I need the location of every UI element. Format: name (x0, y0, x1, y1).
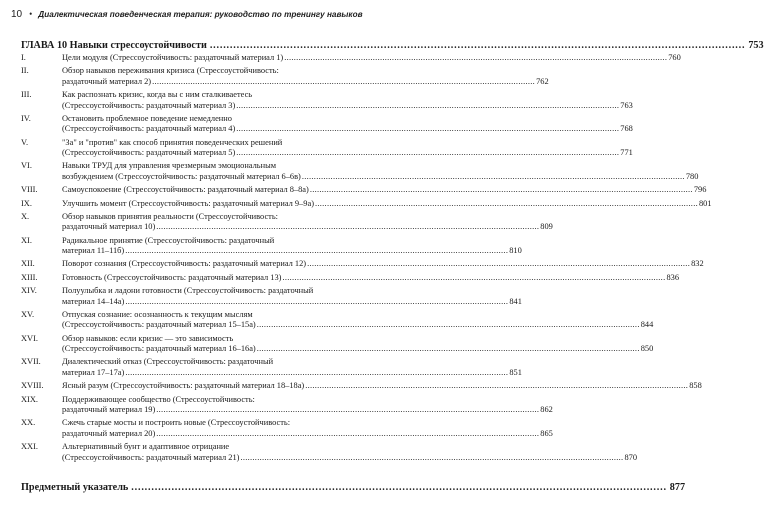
toc-entry-text: Диалектический отказ (Стрессоустойчивость: раздаточный (62, 357, 274, 367)
toc-entry-line (62, 395, 374, 406)
dot-leader: ................................................................................................................................................................ (301, 171, 685, 181)
page-number: 10 (11, 9, 23, 20)
index-title: Предметный указатель (21, 482, 129, 493)
toc-entry-text: Цели модуля (Стрессоустойчивость: раздаточный материал 1) (62, 53, 284, 62)
toc-entry-line (62, 66, 374, 77)
toc-entry-line (62, 76, 549, 88)
toc-entry-page: 858 (689, 381, 702, 391)
toc-entry-line (62, 185, 707, 196)
dot-leader: ................................................................................................................................................................ (125, 367, 509, 377)
toc-entry-text: Ясный разум (Стрессоустойчивость: раздаточный материал 18–18а) (62, 381, 305, 391)
toc-entry-number: XX. (21, 418, 36, 428)
toc-entry (21, 394, 553, 416)
toc-entry-line (62, 138, 374, 149)
toc-entry-number: XIII. (21, 272, 38, 282)
chapter-title: ГЛАВА 10 Навыки стрессоустойчивости (21, 40, 207, 51)
toc-entry (21, 66, 549, 87)
toc-entry-number: XVIII. (21, 381, 44, 391)
toc-entry (21, 272, 680, 284)
toc-entry (21, 442, 637, 463)
toc-entry-text: Остановить проблемное поведение немедленно (62, 113, 232, 123)
toc-entry-line (62, 367, 522, 379)
toc-entry-page: 771 (620, 148, 633, 158)
toc-entry-page: 870 (624, 452, 637, 462)
chapter-page: 753 (748, 40, 764, 51)
toc-entry-text: Самоуспокоение (Стрессоустойчивость: раздаточный материал 8–8а) (62, 185, 309, 195)
toc-entry-number: XV. (21, 309, 35, 319)
toc-entry (21, 235, 522, 257)
toc-entry-number: VIII. (21, 185, 38, 195)
toc-entry-line (62, 124, 633, 135)
toc-entry-number: XII. (21, 259, 35, 269)
toc-entry-line (62, 53, 681, 64)
dot-leader: ................................................................................................................................................................ (309, 185, 693, 195)
toc-entry-line (62, 334, 374, 345)
toc-entry-page: 851 (509, 367, 522, 377)
toc-entry-text: Улучшить момент (Стрессоустойчивость: раздаточный материал 9–9а) (62, 198, 314, 208)
toc-entry-number: II. (21, 66, 29, 76)
toc-entry-number: V. (21, 137, 29, 147)
toc-entry-page: 762 (536, 76, 549, 86)
toc-entry-line (62, 381, 702, 392)
toc-entry-page: 810 (509, 246, 522, 256)
toc-entry-text: Поворот сознания (Стрессоустойчивость: раздаточный материал 12) (62, 259, 307, 269)
toc-entry-text: материал 14–14а) (62, 296, 125, 306)
toc-entry-text: Альтернативный бунт и адаптивное отрицание (62, 442, 230, 452)
toc-entry (21, 185, 707, 196)
toc-entry-text: Сжечь старые мосты и построить новые (Стрессоустойчивость: (62, 418, 291, 428)
toc-entry (21, 113, 633, 135)
toc-entry-number: XVII. (21, 357, 41, 367)
toc-entry-text: Поддерживающее сообщество (Стрессоустойчивость: (62, 394, 255, 404)
toc-entry-text: материал 17–17а) (62, 367, 125, 377)
toc-entry-page: 850 (640, 344, 654, 354)
toc-entry-text: (Стрессоустойчивость: раздаточный материал 15–15а) (62, 320, 256, 330)
dot-leader: ................................................................................................................................................................ (256, 320, 640, 330)
toc-entry-text: раздаточный материал 2) (62, 76, 152, 86)
toc-entry-text: (Стрессоустойчивость: раздаточный материал 21) (62, 452, 240, 462)
toc-entry-number: XXI. (21, 442, 38, 452)
toc-entry-number: XVI. (21, 333, 38, 343)
dot-leader: ................................................................................................................................................................ (236, 148, 620, 158)
toc-entry (21, 161, 699, 182)
toc-entry-text: Как распознать кризис, когда вы с ним сталкиваетесь (62, 90, 253, 100)
dot-leader: ................................................................................................................................................................ (307, 259, 691, 269)
running-header (11, 9, 391, 23)
toc-entry-line (62, 171, 699, 183)
toc-entry-text: раздаточный материал 20) (62, 428, 156, 438)
toc-entry-line (62, 212, 374, 223)
toc-entry-line (62, 222, 553, 233)
toc-entry-page: 796 (693, 185, 707, 195)
dot-leader: ................................................................................................................................................................ (125, 246, 509, 256)
toc-entry-text: Обзор навыков переживания кризиса (Стрессоустойчивость: (62, 66, 279, 76)
toc-entry-text: Радикальное принятие (Стрессоустойчивость: раздаточный (62, 235, 275, 245)
subject-index-entry (21, 482, 686, 493)
toc-entry-line (62, 259, 704, 270)
toc-entry-line (62, 320, 654, 331)
toc-entry (21, 381, 702, 392)
toc-entry-number: XIV. (21, 286, 37, 296)
toc-entry-number: VI. (21, 161, 32, 171)
dot-leader: ................................................................................................................................................................ (282, 272, 666, 282)
dot-leader: ................................................................................................................................................................ (156, 428, 540, 438)
running-title: Диалектическая поведенческая терапия: руководство по тренингу навыков (38, 10, 363, 19)
toc-entry-line (62, 418, 374, 429)
toc-entry-text: (Стрессоустойчивость: раздаточный материал 3) (62, 100, 236, 110)
toc-entry-line (62, 357, 374, 368)
toc-entry-text: материал 11–11б) (62, 246, 125, 256)
toc-entry-line (62, 344, 654, 355)
toc-entry-line (62, 161, 374, 172)
dot-leader: ................................................................................................................................................................ (125, 296, 509, 306)
dot-leader: ................................................................................................................................................................ (305, 381, 689, 391)
dot-leader: ................................................................................................................................................................ (256, 344, 640, 354)
toc-entry-line (62, 442, 374, 453)
toc-entry-text: (Стрессоустойчивость: раздаточный материал 16–16а) (62, 344, 256, 354)
header-bullet: • (29, 9, 33, 19)
toc-entry-line (62, 452, 637, 464)
dot-leader: ................................................................................................................................................................ (240, 452, 624, 462)
toc-entry-page: 836 (666, 272, 680, 282)
toc-entry-page: 768 (620, 124, 633, 134)
toc-entry-text: возбуждением (Стрессоустойчивость: раздаточный материал 6–6в) (62, 171, 301, 181)
toc-entry (21, 53, 681, 64)
toc-entry-line (62, 236, 374, 247)
toc-entry-line (62, 90, 374, 101)
toc-entry (21, 286, 522, 307)
toc-entry-text: раздаточный материал 10) (62, 222, 156, 232)
toc-entry-text: (Стрессоустойчивость: раздаточный материал 4) (62, 124, 236, 134)
toc-entry-page: 865 (540, 428, 553, 438)
toc-entry (21, 211, 553, 233)
toc-entry-page: 832 (691, 259, 704, 269)
toc-entry-text: Обзор навыков принятия реальности (Стрессоустойчивость: (62, 211, 278, 221)
toc-entry-text: Готовность (Стрессоустойчивость: раздаточный материал 13) (62, 272, 282, 282)
toc-entry (21, 357, 522, 378)
toc-entry-line (62, 198, 712, 210)
toc-entry (21, 90, 633, 111)
toc-entry-page: 760 (668, 53, 681, 62)
toc-entry-page: 809 (540, 222, 553, 232)
dot-leader: ................................................................................................................................................................ (209, 40, 746, 51)
dot-leader: ................................................................................................................................................................ (236, 124, 620, 134)
dot-leader: ................................................................................................................................................................ (131, 482, 667, 493)
toc-entry-line (62, 310, 374, 321)
toc-entry-line (62, 272, 680, 284)
dot-leader: ................................................................................................................................................................ (314, 198, 698, 208)
dot-leader: ................................................................................................................................................................ (284, 53, 668, 62)
toc-entry-text: Полуулыбка и ладони готовности (Стрессоустойчивость: раздаточный (62, 286, 314, 296)
dot-leader: ................................................................................................................................................................ (156, 405, 540, 415)
toc-entry-page: 841 (509, 296, 522, 306)
toc-entry (21, 137, 633, 159)
toc-entry (21, 198, 712, 210)
toc-entry-text: (Стрессоустойчивость: раздаточный материал 5) (62, 148, 236, 158)
toc-entry-page: 844 (640, 320, 654, 330)
toc-entry-line (62, 428, 553, 440)
toc-entry-page: 801 (698, 198, 712, 208)
index-page: 877 (669, 482, 686, 493)
dot-leader: ................................................................................................................................................................ (152, 76, 536, 86)
toc-entry (21, 259, 704, 270)
toc-entry-page: 780 (685, 171, 699, 181)
toc-entry (21, 309, 654, 331)
toc-entry (21, 333, 654, 355)
toc-entry-line (62, 148, 633, 159)
toc-entry-line (62, 100, 633, 112)
toc-entry-line (62, 114, 374, 125)
toc-entry-text: "За" и "против" как способ принятия поведенческих решений (62, 137, 283, 147)
toc-entry-page: 862 (540, 405, 553, 415)
toc-entry-number: X. (21, 211, 30, 221)
toc-entry-text: Навыки ТРУД для управления чрезмерным эмоциональным (62, 161, 277, 171)
toc-entry-number: XIX. (21, 394, 38, 404)
toc-entry-line (62, 286, 374, 297)
toc-list (21, 53, 712, 466)
toc-entry-line (62, 246, 522, 257)
toc-entry-text: Обзор навыков: если кризис — это зависимость (62, 333, 234, 343)
toc-entry-line (62, 296, 522, 308)
toc-entry-number: I. (21, 53, 26, 62)
dot-leader: ................................................................................................................................................................ (236, 100, 620, 110)
dot-leader: ................................................................................................................................................................ (156, 222, 540, 232)
toc-entry-text: раздаточный материал 19) (62, 405, 156, 415)
toc-entry (21, 418, 553, 439)
toc-entry-number: XI. (21, 235, 32, 245)
toc-entry-number: IX. (21, 198, 32, 208)
chapter-heading (21, 40, 764, 51)
toc-entry-line (62, 405, 553, 416)
toc-entry-number: IV. (21, 113, 31, 123)
toc-entry-text: Отпуская сознание: осознанность к текущим мыслям (62, 309, 253, 319)
toc-entry-number: III. (21, 90, 32, 100)
toc-entry-page: 763 (620, 100, 633, 110)
